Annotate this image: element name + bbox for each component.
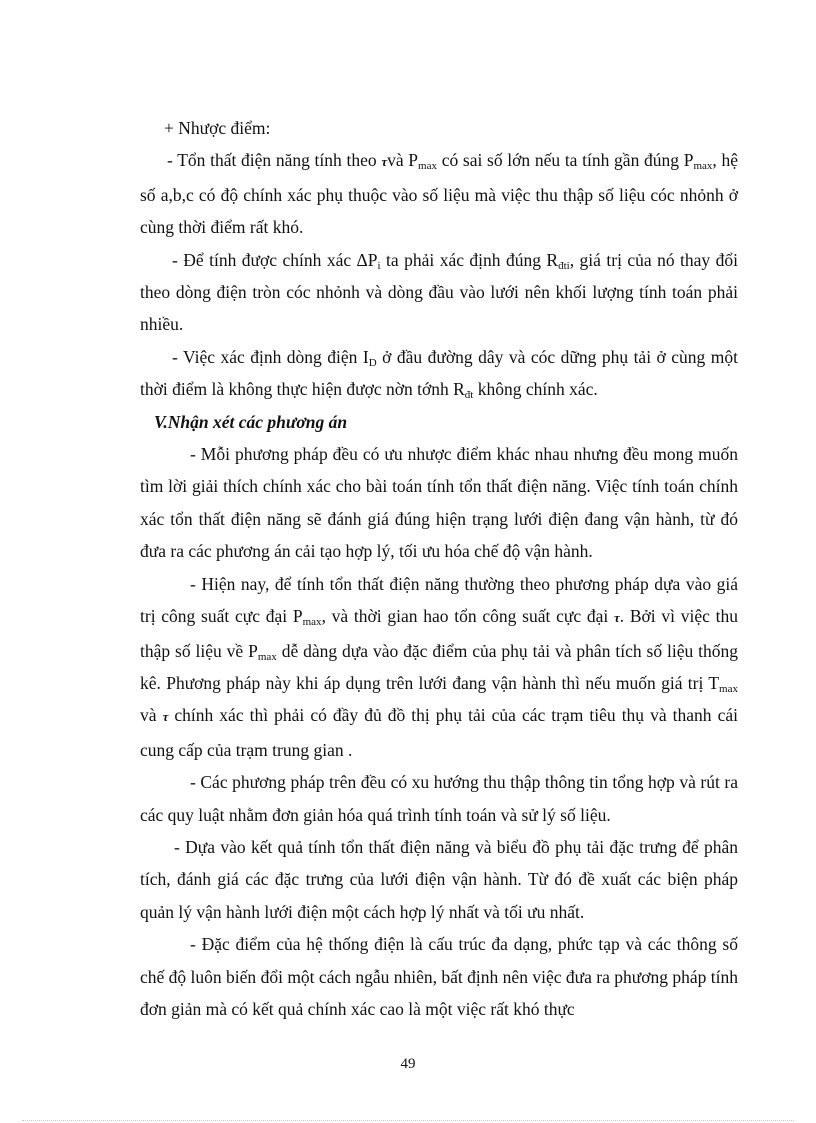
paragraph-evaluation-4: - Dựa vào kết quả tính tổn thất điện năng và biểu đồ phụ tải đặc trưng để phân tích, đánh giá các đặc trưng của lưới điện vận hành. Từ đó đề xuất các biện pháp quản lý vận hành lưới điện một cách hợp lý nhất và tối ưu nhất. <box>140 836 738 922</box>
tau-symbol: τ <box>381 154 388 170</box>
paragraph-disadvantage-1: - Tổn thất điện năng tính theo τvà $P_{max}$ có sai số lớn nếu ta tính gần đúng $P_{max}$, hệ số a,b,c có độ chính xác phụ thuộc vào số liệu mà việc thu thập số liệu cóc nhỏnh ở cùng thời điểm rất khó. <box>140 150 738 238</box>
tau-symbol: τ <box>613 610 620 626</box>
paragraph-evaluation-1: - Mỗi phương pháp đều có ưu nhược điểm khác nhau nhưng đều mong muốn tìm lời giải thích chính xác cho bài toán tính tổn thất điện năng. Việc tính toán chính xác tổn thất điện năng sẽ đánh giá đúng hiện trạng lưới điện đang vận hành, từ đó đưa ra các phương án cải tạo hợp lý, tối ưu hóa chế độ vận hành. <box>140 444 738 562</box>
paragraph-disadvantage-3: - Việc xác định dòng điện $I_D$ ở đầu đường dây và cóc dững phụ tải ở cùng một thời điểm là không thực hiện được nờn tớnh $R_{đt}$ không chính xác. <box>140 346 738 402</box>
paragraph-evaluation-5: - Đặc điểm của hệ thống điện là cấu trúc đa dạng, phức tạp và các thông số chế độ luôn biến đổi một cách ngẫu nhiên, bất định nên việc đưa ra phương pháp tính đơn giản mà có kết quả chính xác cao là một việc rất khó thực <box>140 934 738 1019</box>
section-heading: V.Nhận xét các phương án <box>154 411 348 432</box>
paragraph-evaluation-3: - Các phương pháp trên đều có xu hướng thu thập thông tin tổng hợp và rút ra các quy luật nhằm đơn giản hóa quá trình tính toán và sử lý số liệu. <box>140 772 738 825</box>
page-number: 49 <box>400 1056 416 1072</box>
section-label: + Nhược điểm: <box>164 118 271 138</box>
paragraph-disadvantage-2: - Để tính được chính xác $\Delta P_i$ ta phải xác định đúng $R_{đti}$, giá trị của nó thay đổi theo dòng điện tròn cóc nhỏnh và dòng đầu vào lưới nên khối lượng tính toán phải nhiều. <box>140 249 738 335</box>
page-content <box>140 112 738 1025</box>
paragraph-evaluation-2: - Hiện nay, để tính tổn thất điện năng thường theo phương pháp dựa vào giá trị công suất cực đại $P_{max}$, và thời gian hao tổn công suất cực đại τ. Bởi vì việc thu thập số liệu về $P_{max}$ dễ dàng dựa vào đặc điểm của phụ tải và phân tích số liệu thống kê. Phương pháp này khi áp dụng trên lưới đang vận hành thì nếu muốn giá trị $T_{max}$ và τ chính xác thì phải có đầy đủ đồ thị phụ tải của các trạm tiêu thụ và thanh cái cung cấp của trạm trung gian . <box>140 573 738 760</box>
tau-symbol: τ <box>162 709 169 725</box>
page-bottom-divider <box>22 1120 794 1121</box>
